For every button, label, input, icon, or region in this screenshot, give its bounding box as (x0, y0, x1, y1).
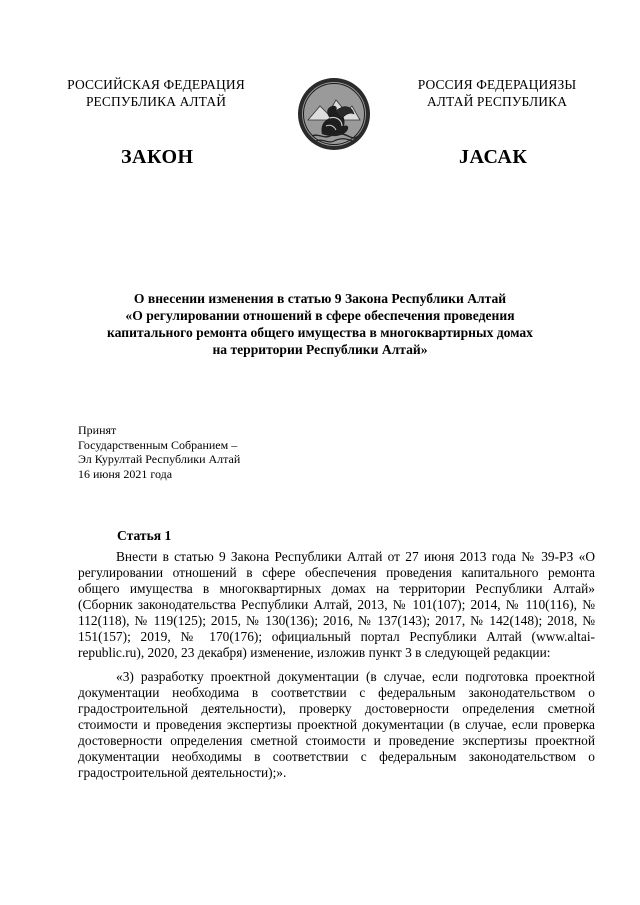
law-title-line: на территории Республики Алтай» (212, 342, 428, 357)
header-left (58, 76, 254, 110)
law-label-alt: JАСАК (459, 146, 528, 168)
country-name-alt: РОССИЯ ФЕДЕРАЦИЯЗЫ (417, 77, 577, 92)
law-title-line: капитального ремонта общего имущества в многоквартирных домах (107, 325, 533, 340)
law-label-ru: ЗАКОН (121, 146, 194, 168)
adoption-line: Эл Курултай Республики Алтай (78, 452, 241, 466)
article-paragraph: Внести в статью 9 Закона Республики Алтай от 27 июня 2013 года № 39-РЗ «О регулировании отношений в сфере обеспечения проведения капитального ремонта общего имущества в многоквартирных домах на территории Республики Алтай» (Сборник законодательства Республики Алтай, 2013, № 101(107); 2014, № 110(116), № 112(118), № 119(125); 2015, № 130(136); 2016, № 137(143); 2017, № 142(148); 2018, № 151(157); 2019, № 170(176); официальный портал Республики Алтай (www.altai-republic.ru), 2020, 23 декабря) изменение, изложив пункт 3 в следующей редакции: (78, 549, 595, 660)
republic-name-alt: АЛТАЙ РЕСПУБЛИКА (426, 94, 568, 109)
law-title-line: О внесении изменения в статью 9 Закона Республики Алтай (133, 291, 507, 306)
header-right (403, 76, 591, 110)
article-paragraph: «3) разработку проектной документации (в случае, если подготовка проектной документации необходима в соответствии с федеральным законодательством о градостроительной деятельности), проверку достоверности определения сметной стоимости и проведения экспертизы проектной документации (в случае, если проверка достоверности определения сметной стоимости и проведение экспертизы проектной документации необходимы в соответствии с федеральным законодательством о градостроительной деятельности);». (78, 669, 595, 780)
law-title (70, 290, 570, 358)
article-title: Статья 1 (117, 528, 172, 543)
republic-name-ru: РЕСПУБЛИКА АЛТАЙ (85, 94, 227, 109)
law-title-line: «О регулировании отношений в сфере обеспечения проведения (125, 308, 515, 323)
country-name-ru: РОССИЙСКАЯ ФЕДЕРАЦИЯ (67, 77, 245, 92)
adoption-date: 16 июня 2021 года (78, 466, 173, 481)
coat-of-arms-icon (296, 76, 372, 152)
article-body (78, 549, 595, 781)
adoption-info (78, 423, 240, 481)
adoption-line: Государственным Собранием – (78, 437, 238, 452)
adoption-line: Принят (78, 423, 117, 437)
